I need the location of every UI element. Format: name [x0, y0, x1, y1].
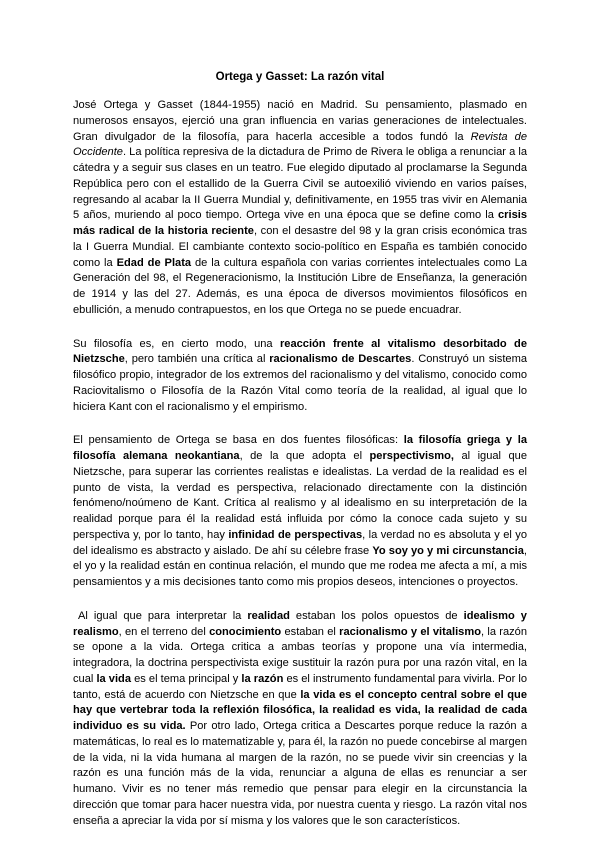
bold-text: la vida es el concepto central sobre el que hay que vertebrar toda la reflexión filosófica, la realidad es vida, la realidad de cada individuo es su vida.: [73, 688, 527, 732]
text-run: . Construyó un sistema filosófico propio, integrador de los extremos del racionalismo y del vitalismo, conocido como Raciovitalismo o Filosofía de la Razón Vital como teoría de la realidad, al igual que lo hiciera Kant con el racionalismo y el empirismo.: [73, 353, 527, 413]
paragraph-vital-reason: [73, 609, 527, 830]
bold-text: Yo soy yo y mi circunstancia: [372, 544, 524, 557]
text-run: , el yo y la realidad están en continua relación, el mundo que me rodea me afecta a mí, a mis pensamientos y a mis decisiones tanto como mis propios deseos, intenciones o proyectos.: [73, 544, 528, 588]
text-run: , pero también una crítica al: [124, 353, 270, 366]
document-title: Ortega y Gasset: La razón vital: [215, 71, 385, 83]
italic-text: Revista de Occidente: [73, 130, 528, 159]
document-body: [73, 98, 527, 847]
bold-text: la vida: [96, 672, 131, 685]
paragraph-philosophy: [73, 337, 527, 416]
text-run: Por otro lado, Ortega critica a Descartes porque reduce la razón a matemáticas, lo real es lo matematizable y, para él, la razón no puede concebirse al margen de la vida, ni la vida humana al margen de la razón, no se puede vivir sin creencias y la razón es una función más de la vida, renunciar a alguna de ellas es renunciar a ser humano. Vivir es no tener más remedio que pensar para elegir en la circunstancia la dirección que tomar para hacer nuestra vida, por nuestra cuenta y riesgo. La razón vital nos enseña a apreciar la vida por sí misma y los valores que le son característicos.: [73, 720, 527, 827]
bold-text: reacción frente al vitalismo desorbitado de Nietzsche: [73, 337, 527, 366]
bold-text: Edad de Plata: [116, 256, 192, 269]
text-run: estaban el: [281, 625, 340, 638]
text-run: es el tema principal y: [131, 672, 242, 685]
bold-text: realidad: [247, 609, 290, 622]
text-run: . La política represiva de la dictadura de Primo de Rivera le obliga a renunciar a la cátedra y a seguir sus clases en un teatro. Fue elegido diputado al proclamarse la Segunda República pero con el estallido de la Guerra Civil se autoexilió viviendo en varios países, regresando al acabar la II Guerra Mundial y, definitivamente, en 1955 tras vivir en Alemania 5 años, muriendo al poco tiempo. Ortega vive en una época que se define como la: [73, 146, 527, 222]
text-run: Su filosofía es, en cierto modo, una: [73, 337, 280, 350]
bold-text: la filosofía griega y la filosofía alemana neokantiana: [73, 434, 527, 462]
text-run: , la verdad no es absoluta y el yo del idealismo es abstracto y aislado. De ahí su célebre frase: [73, 528, 527, 557]
bold-text: conocimiento: [209, 625, 282, 638]
text-run: , en el terreno del: [118, 625, 210, 638]
text-run: El pensamiento de Ortega se basa en dos fuentes filosóficas:: [73, 434, 404, 447]
text-run: Al igual que para interpretar la: [78, 609, 248, 622]
bold-text: crisis más radical de la historia reciente: [73, 209, 527, 237]
paragraph-biography: [73, 98, 527, 319]
text-run: , la razón se opone a la vida. Ortega critica a ambas teorías y propone una vía intermedia, integradora, la doctrina perspectivista exige sustituir la razón pura por una razón vital, en la cual: [73, 625, 528, 685]
bold-text: infinidad de perspectivas: [228, 528, 363, 541]
text-run: , con el desastre del 98 y la gran crisis económica tras la I Guerra Mundial. El cambiante contexto socio-político en España es también conocido como la: [73, 225, 527, 269]
text-run: , de la que adopta el: [239, 450, 370, 462]
bold-text: perspectivismo,: [369, 450, 455, 462]
text-run: al igual que Nietzsche, para superar las corrientes realistas e idealistas. La verdad de la realidad es el punto de vista, la verdad es perspectiva, relacionado directamente con la distinción fenómeno/noúmeno de Kant. Crítica al realismo y al idealismo en su interpretación de la realidad porque para él la realidad está influida por cómo la conoce cada sujeto y su perspectiva y, por lo tanto, hay: [73, 450, 527, 541]
bold-text: la razón: [241, 672, 284, 685]
paragraph-perspectivism: [73, 433, 527, 591]
text-run: de la cultura española con varias corrientes intelectuales como La Generación del 98, el Regeneracionismo, la Institución Libre de Enseñanza, la generación de 1914 y las del 27. Además, es una época de diversos movimientos filosóficos en ebullición, a menudo contrapuestos, en los que Ortega no se puede encuadrar.: [73, 256, 527, 316]
text-run: José Ortega y Gasset (1844-1955) nació en Madrid. Su pensamiento, plasmado en numerosos ensayos, ejerció una gran influencia en varias generaciones de intelectuales. Gran divulgador de la filosofía, para hacerla accesible a todos fundó la: [73, 99, 527, 143]
bold-text: idealismo y realismo: [73, 609, 527, 638]
text-run: estaban los polos opuestos de: [289, 609, 464, 622]
bold-text: racionalismo y el vitalismo: [339, 625, 481, 638]
text-run: es el instrumento fundamental para vivirla. Por lo tanto, está de acuerdo con Nietzsche en que: [73, 672, 527, 701]
bold-text: racionalismo de Descartes: [269, 353, 412, 366]
